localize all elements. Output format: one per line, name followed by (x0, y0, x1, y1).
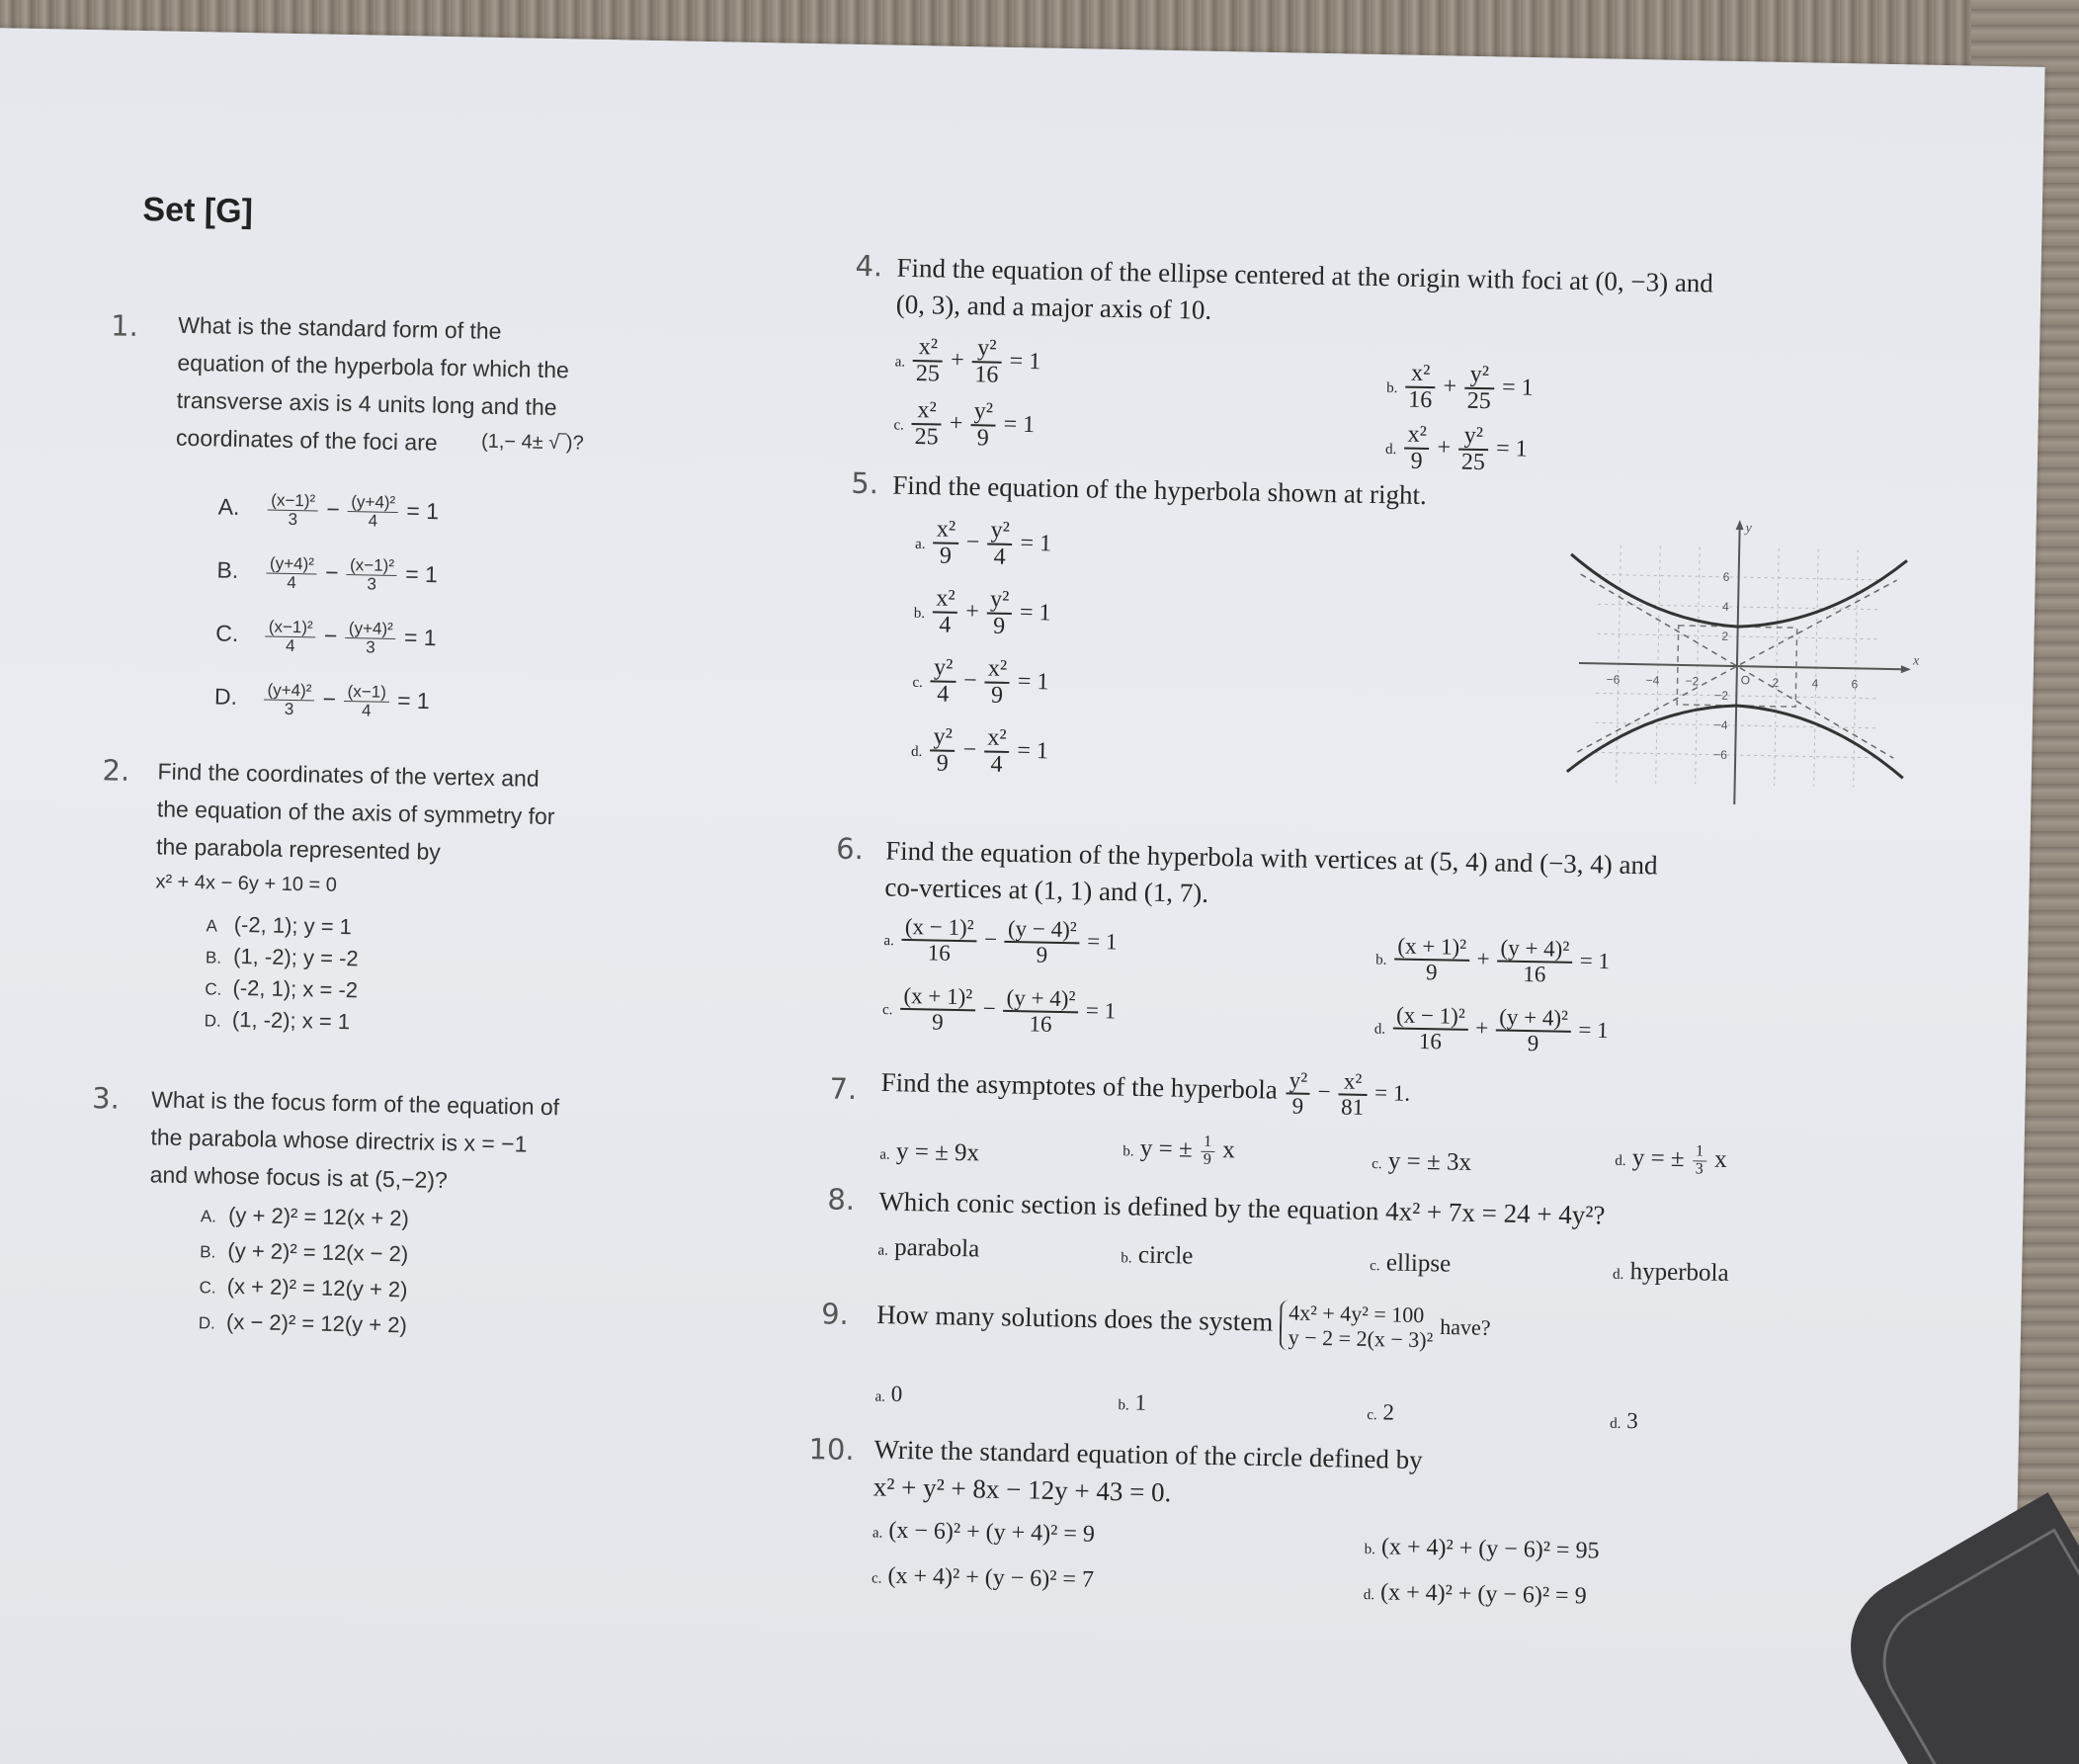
answer-option[interactable] (874, 1381, 902, 1407)
answer-option[interactable]: C. $\frac{\text{(x−1)²}}{4}$ − $\frac{\text{(y+4)²}}{3}$ = 1 (215, 617, 437, 657)
question-text: What is the focus form of the equation of (150, 1086, 560, 1121)
option-letter: c. (871, 1570, 882, 1587)
option-letter: a. (877, 1242, 888, 1259)
fraction: $\frac{\text{(x + 1)²}}{9}$ (900, 984, 976, 1036)
answer-option[interactable] (201, 1202, 409, 1231)
option-text: (y + 2)² = 12(x − 2) (227, 1237, 409, 1267)
x-axis-arrow-icon (1901, 665, 1911, 673)
fraction: $\frac{\text{y²}}{9}$ (930, 724, 956, 777)
question-number: 4. (855, 248, 883, 284)
option-letter: C. (205, 979, 222, 999)
option-text: y = ± 9x (895, 1137, 980, 1167)
fraction: $\frac{\text{(y + 4)²}}{16}$ (1003, 986, 1079, 1038)
option-letter: d. (1384, 441, 1397, 459)
option-letter: a. (874, 1388, 886, 1405)
option-text: 0 (890, 1381, 903, 1406)
option-letter: b. (913, 605, 926, 622)
fraction: $\frac{\text{x²}}{25}$ (911, 398, 942, 451)
option-letter: d. (1612, 1266, 1624, 1283)
question-text: the parabola represented by (155, 833, 442, 865)
fraction: $\frac{\text{(y+4)²}}{4}$ (348, 493, 399, 531)
answer-option[interactable] (872, 1562, 1094, 1593)
option-letter: b. (1386, 379, 1398, 397)
question-text: the parabola whose directrix is x = −1 (150, 1124, 528, 1157)
y-axis-arrow-icon (1736, 520, 1744, 530)
answer-option[interactable] (1610, 1408, 1638, 1435)
question-text: and whose focus is at (5,−2)? (149, 1161, 449, 1194)
question-text: Write the standard equation of the circle defined by (873, 1434, 1423, 1475)
option-letter: d. (910, 743, 923, 760)
option-text: (1, -2); x = 1 (231, 1006, 351, 1035)
question-number: 5. (850, 465, 879, 501)
answer-option[interactable] (206, 943, 359, 971)
fraction: $\frac{\text{x²}}{25}$ (913, 335, 944, 387)
option-text: (x − 6)² + (y + 4)² = 9 (888, 1517, 1096, 1548)
option-text: (x + 4)² + (y − 6)² = 9 (1379, 1579, 1587, 1610)
y-tick-label: 2 (1721, 629, 1729, 643)
option-letter: c. (893, 417, 905, 434)
option-letter: c. (912, 674, 924, 691)
option-text: (-2, 1); x = -2 (232, 974, 359, 1003)
equation-system: 4x² + 4y² = 100 y − 2 = 2(x − 3)² (1280, 1300, 1434, 1353)
option-text: y = ± 3x (1387, 1147, 1472, 1176)
answer-option[interactable]: B. $\frac{\text{(y+4)²}}{4}$ − $\frac{\text{(x−1)²}}{3}$ = 1 (216, 553, 439, 594)
x-tick-label: −2 (1685, 674, 1700, 689)
foci-value: (1,− 4± √‾)? (480, 430, 584, 455)
fraction: $\frac{\text{(y+4)²}}{3}$ (345, 620, 396, 657)
answer-option[interactable]: c. $\frac{\text{y²}}{4}$ − $\frac{\text{x²}}{9}$ = 1 (912, 654, 1049, 709)
answer-option[interactable]: d. $\frac{\text{x²}}{9}$ + $\frac{\text{y²}}{25}$ = 1 (1384, 421, 1528, 476)
question-text: co-vertices at (1, 1) and (1, 7). (884, 872, 1209, 908)
answer-option[interactable] (200, 1237, 408, 1267)
question-text: transverse axis is 4 units long and the (176, 386, 557, 421)
answer-option[interactable]: a. $\frac{\text{(x − 1)²}}{16}$ − $\frac{\text{(y − 4)²}}{9}$ = 1 (883, 913, 1118, 967)
answer-option[interactable] (1370, 1249, 1451, 1279)
fraction: $\frac{\text{x²}}{4}$ (933, 586, 958, 638)
question-text: (0, 3), and a major axis of 10. (895, 289, 1212, 325)
option-letter: b. (1118, 1397, 1129, 1414)
option-letter: d. (1615, 1152, 1626, 1170)
option-text: circle (1137, 1241, 1194, 1270)
answer-option[interactable]: b. $\frac{\text{x²}}{16}$ + $\frac{\text{y²}}{25}$ = 1 (1386, 360, 1534, 415)
answer-option[interactable]: b. $\frac{\text{x²}}{4}$ + $\frac{\text{y²}}{9}$ = 1 (913, 585, 1051, 640)
option-letter: D. (204, 1011, 221, 1031)
answer-option[interactable] (199, 1273, 407, 1302)
question-number: 8. (827, 1182, 856, 1218)
answer-option[interactable]: a. $\frac{\text{x²}}{9}$ − $\frac{\text{y²}}{4}$ = 1 (914, 516, 1052, 571)
answer-option[interactable]: a. $\frac{\text{x²}}{25}$ + $\frac{\text{y²}}{16}$ = 1 (894, 334, 1041, 388)
option-text: 2 (1382, 1399, 1395, 1425)
x-axis-label: x (1912, 653, 1920, 669)
question-number: 2. (102, 753, 130, 788)
option-letter: c. (1367, 1407, 1377, 1424)
question-text: Find the coordinates of the vertex and (157, 758, 540, 792)
option-text: 1 (1134, 1389, 1147, 1415)
question-text: coordinates of the foci are (175, 424, 438, 456)
y-axis-label: y (1745, 521, 1752, 537)
option-text: (y + 2)² = 12(x + 2) (227, 1202, 410, 1231)
fraction: $\frac{\text{y²}}{9}$ (1286, 1068, 1310, 1119)
fraction: $\frac{\text{(y + 4)²}}{9}$ (1495, 1005, 1571, 1056)
question-text: Find the equation of the hyperbola with vertices at (5, 4) and (−3, 4) and (884, 835, 1658, 881)
question-text: What is the standard form of the (178, 311, 502, 344)
answer-option[interactable] (1372, 1147, 1471, 1177)
answer-option[interactable] (1364, 1534, 1599, 1565)
answer-option[interactable] (1613, 1258, 1729, 1288)
answer-option[interactable] (199, 1308, 407, 1338)
page-title: Set [G] (142, 191, 254, 231)
fraction: $\frac{\text{y²}}{4}$ (987, 518, 1013, 570)
fraction: $\frac{\text{(y + 4)²}}{16}$ (1497, 936, 1573, 987)
fraction: $\frac{\text{x²}}{9}$ (1404, 423, 1430, 475)
question-number: 7. (829, 1071, 858, 1107)
option-text: (x + 4)² + (y − 6)² = 95 (1380, 1534, 1600, 1564)
fraction: $\frac{\text{(y+4)²}}{3}$ (264, 681, 315, 718)
fraction: $\frac{\text{x²}}{9}$ (984, 656, 1010, 709)
x-tick-label: 6 (1851, 677, 1859, 692)
question-text: How many solutions does the system 4x² + 4y² = 100 y − 2 = 2(x − 3)² have? (875, 1299, 1491, 1353)
y-tick-label: 6 (1722, 569, 1730, 584)
option-letter: d. (1373, 1021, 1386, 1038)
option-letter: b. (1121, 1250, 1132, 1267)
answer-option[interactable] (1118, 1389, 1146, 1416)
answer-option[interactable] (205, 974, 358, 1003)
x-tick-label: −4 (1645, 673, 1660, 688)
fraction: $\frac{\text{(x + 1)²}}{9}$ (1394, 934, 1470, 985)
fraction: $\frac{\text{(x−1)²}}{3}$ (347, 556, 398, 594)
answer-option[interactable] (1364, 1579, 1587, 1610)
question-text: Find the equation of the ellipse centered at the origin with foci at (0, −3) and (896, 252, 1714, 298)
fraction: $\frac{\text{y²}}{4}$ (930, 655, 956, 708)
answer-option[interactable] (206, 911, 352, 940)
y-tick-label: −4 (1713, 717, 1728, 732)
fraction: $\frac{1}{3}$ (1693, 1143, 1707, 1178)
answer-option[interactable] (877, 1233, 979, 1263)
option-letter: B. (200, 1242, 216, 1262)
option-letter: C. (215, 620, 239, 647)
x-tick-label: 4 (1811, 676, 1819, 691)
option-letter: B. (205, 948, 222, 967)
fraction: $\frac{\text{x²}}{16}$ (1405, 362, 1436, 414)
option-letter: a. (894, 354, 906, 371)
fraction: $\frac{\text{y²}}{25}$ (1464, 363, 1495, 415)
y-tick-label: −6 (1713, 747, 1728, 762)
answer-option[interactable]: d. y = ± $\frac{1}{3}$ x (1615, 1142, 1727, 1178)
option-text: (-2, 1); y = 1 (233, 911, 353, 940)
circle-equation: x² + y² + 8x − 12y + 43 = 0. (873, 1471, 1172, 1508)
fraction: $\frac{\text{(y − 4)²}}{9}$ (1004, 917, 1080, 968)
answer-option[interactable] (879, 1137, 979, 1167)
fraction: $\frac{\text{y²}}{16}$ (971, 336, 1002, 388)
option-letter: A. (217, 493, 240, 521)
option-letter: b. (1374, 952, 1387, 968)
option-letter: d. (1610, 1415, 1622, 1432)
fraction: $\frac{\text{x²}}{81}$ (1338, 1069, 1368, 1120)
y-tick-label: −2 (1714, 688, 1729, 703)
answer-option[interactable]: b. y = ± $\frac{1}{9}$ x (1123, 1133, 1236, 1168)
option-letter: a. (872, 1525, 883, 1542)
answer-option[interactable]: c. $\frac{\text{x²}}{25}$ + $\frac{\text{y²}}{9}$ = 1 (893, 397, 1036, 452)
question-text: Find the asymptotes of the hyperbola $\frac{\text{y²}}{9}$ − $\frac{\text{x²}}{81}$ = 1. (880, 1066, 1411, 1121)
fraction: $\frac{\text{(x−1)²}}{4}$ (265, 618, 316, 655)
answer-option[interactable] (873, 1517, 1095, 1548)
option-text: (x + 2)² = 12(y + 2) (226, 1273, 408, 1302)
fraction: $\frac{\text{y²}}{9}$ (986, 587, 1012, 639)
option-text: (x − 2)² = 12(y + 2) (225, 1308, 408, 1338)
hyperbola-graph (1537, 514, 1938, 818)
question-text: equation of the hyperbola for which the (177, 349, 570, 383)
question-number: 9. (820, 1297, 850, 1331)
answer-option[interactable]: d. $\frac{\text{y²}}{9}$ − $\frac{\text{x²}}{4}$ = 1 (910, 723, 1049, 778)
origin-label: O (1740, 673, 1751, 688)
option-letter: A (206, 916, 218, 936)
option-letter: c. (1372, 1156, 1382, 1173)
x-tick-label: 2 (1772, 675, 1780, 690)
fraction: $\frac{\text{(x−1)²}}{3}$ (268, 491, 319, 529)
fraction: $\frac{\text{(y+4)²}}{4}$ (266, 554, 317, 592)
answer-option[interactable]: b. $\frac{\text{(x + 1)²}}{9}$ + $\frac{\text{(y + 4)²}}{16}$ = 1 (1374, 933, 1611, 987)
option-letter: D. (213, 683, 238, 711)
fraction: $\frac{1}{9}$ (1201, 1134, 1215, 1169)
option-letter: A. (200, 1207, 217, 1226)
fraction: $\frac{\text{(x − 1)²}}{16}$ (1392, 1003, 1468, 1054)
answer-option[interactable] (205, 1006, 351, 1035)
answer-option[interactable]: A. $\frac{\text{(x−1)²}}{3}$ − $\frac{\text{(y+4)²}}{4}$ = 1 (217, 490, 440, 531)
question-text: Find the equation of the hyperbola shown at right. (891, 469, 1428, 510)
option-letter: b. (1123, 1143, 1134, 1160)
option-letter: b. (1364, 1541, 1376, 1558)
option-letter: a. (914, 536, 926, 552)
option-letter: C. (199, 1278, 216, 1298)
question-number: 6. (835, 831, 865, 867)
question-text: the equation of the axis of symmetry for (156, 796, 555, 830)
option-letter: a. (883, 932, 895, 950)
option-letter: B. (216, 556, 239, 584)
worksheet-page (0, 28, 2045, 1764)
question-number: 1. (110, 308, 139, 343)
option-letter: D. (198, 1313, 216, 1333)
question-number: 3. (91, 1081, 121, 1116)
parabola-equation: x² + 4x − 6y + 10 = 0 (155, 871, 338, 896)
fraction: $\frac{\text{x²}}{9}$ (933, 517, 958, 569)
option-text: ellipse (1385, 1249, 1452, 1278)
option-text: (1, -2); y = -2 (232, 943, 359, 971)
x-tick-labels (1607, 671, 1859, 692)
option-letter: c. (1370, 1258, 1380, 1275)
answer-option[interactable]: D. $\frac{\text{(y+4)²}}{3}$ − $\frac{(x-1)}{4}$ = 1 (213, 680, 430, 720)
fraction: $\frac{\text{y²}}{25}$ (1458, 424, 1489, 476)
question-number: 10. (808, 1432, 855, 1468)
answer-option[interactable] (1121, 1241, 1194, 1270)
fraction: $\frac{(x-1)}{4}$ (344, 683, 389, 720)
answer-option[interactable]: d. $\frac{\text{(x − 1)²}}{16}$ + $\frac{\text{(y + 4)²}}{9}$ = 1 (1373, 1002, 1609, 1056)
y-tick-label: 4 (1721, 599, 1729, 614)
answer-option[interactable]: c. $\frac{\text{(x + 1)²}}{9}$ − $\frac{\text{(y + 4)²}}{16}$ = 1 (881, 982, 1117, 1037)
option-letter: c. (881, 1001, 893, 1019)
answer-option[interactable] (1367, 1399, 1394, 1426)
option-text: parabola (893, 1233, 980, 1263)
option-letter: a. (879, 1146, 890, 1163)
option-text: (x + 4)² + (y − 6)² = 7 (887, 1562, 1095, 1593)
fraction: $\frac{\text{x²}}{4}$ (984, 725, 1010, 778)
fraction: $\frac{\text{(x − 1)²}}{16}$ (901, 915, 977, 966)
x-tick-label: −6 (1606, 672, 1621, 687)
option-letter: d. (1363, 1586, 1375, 1604)
option-text: hyperbola (1629, 1258, 1729, 1288)
question-text: Which conic section is defined by the equation 4x² + 7x = 24 + 4y²? (878, 1186, 1606, 1230)
option-text: 3 (1626, 1408, 1638, 1434)
fraction: $\frac{\text{y²}}{9}$ (970, 399, 996, 452)
